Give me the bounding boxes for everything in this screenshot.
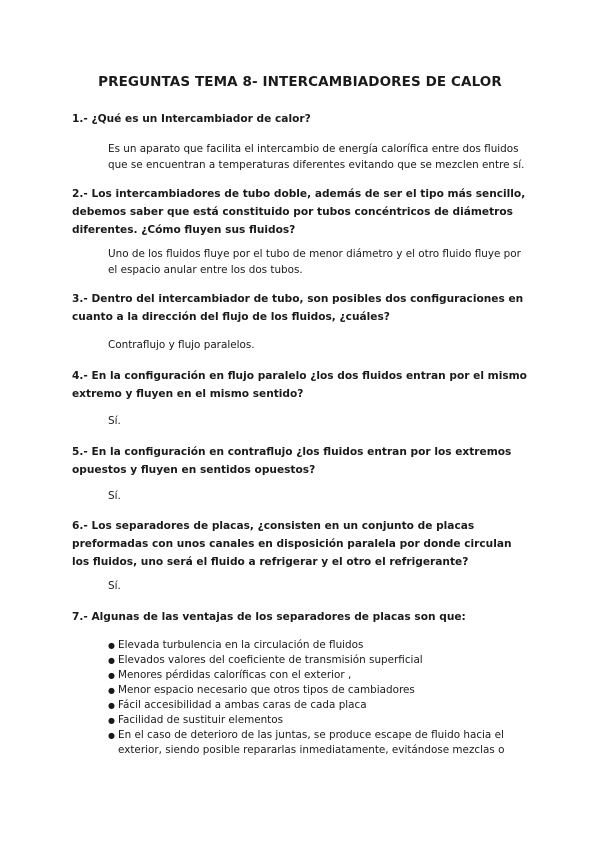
answer-4: Sí.: [108, 415, 121, 427]
list-item: ● Elevados valores del coeficiente de transmisión superficial: [108, 653, 528, 668]
list-item: ● Menor espacio necesario que otros tipos de cambiadores: [108, 683, 528, 698]
list-item: ● Fácil accesibilidad a ambas caras de cada placa: [108, 698, 528, 713]
list-item: ● Elevada turbulencia en la circulación de fluidos: [108, 638, 528, 653]
question-1: 1.- ¿Qué es un Intercambiador de calor?: [72, 113, 311, 125]
answer-5: Sí.: [108, 490, 121, 502]
question-3: 3.- Dentro del intercambiador de tubo, son posibles dos configuraciones en cuanto a la dirección del flujo de los fluidos, ¿cuáles?: [72, 293, 524, 323]
question-6: 6.- Los separadores de placas, ¿consisten en un conjunto de placas preformadas con unos canales en disposición paralela por donde circulan los fluidos, uno será el fluido a refrigerar y el otro el refrigerante?: [72, 520, 512, 568]
question-2: 2.- Los intercambiadores de tubo doble, además de ser el tipo más sencillo, debemos saber que está constituido por tubos concéntricos de diámetros diferentes. ¿Cómo fluyen sus fluidos?: [72, 188, 526, 236]
list-item: ● Menores pérdidas caloríficas con el exterior ,: [108, 668, 528, 683]
list-item: ● En el caso de deterioro de las juntas, se produce escape de fluido hacia el exterior, siendo posible repararlas inmediatamente, evitándose mezclas o: [108, 728, 528, 758]
advantages-list: [108, 638, 528, 758]
answer-3: Contraflujo y flujo paralelos.: [108, 339, 255, 351]
question-5: 5.- En la configuración en contraflujo ¿los fluidos entran por los extremos opuestos y fluyen en sentidos opuestos?: [72, 446, 512, 476]
answer-2: Uno de los fluidos fluye por el tubo de menor diámetro y el otro fluido fluye por el espacio anular entre los dos tubos.: [108, 248, 521, 276]
answer-1: Es un aparato que facilita el intercambio de energía calorífica entre dos fluidos que se encuentran a temperaturas diferentes evitando que se mezclen entre sí.: [108, 143, 525, 171]
list-item: ● Facilidad de sustituir elementos: [108, 713, 528, 728]
document-title: PREGUNTAS TEMA 8- INTERCAMBIADORES DE CALOR: [98, 74, 502, 90]
question-7: 7.- Algunas de las ventajas de los separadores de placas son que:: [72, 611, 466, 623]
question-4: 4.- En la configuración en flujo paralelo ¿los dos fluidos entran por el mismo extremo y fluyen en el mismo sentido?: [72, 370, 527, 400]
answer-6: Sí.: [108, 580, 121, 592]
